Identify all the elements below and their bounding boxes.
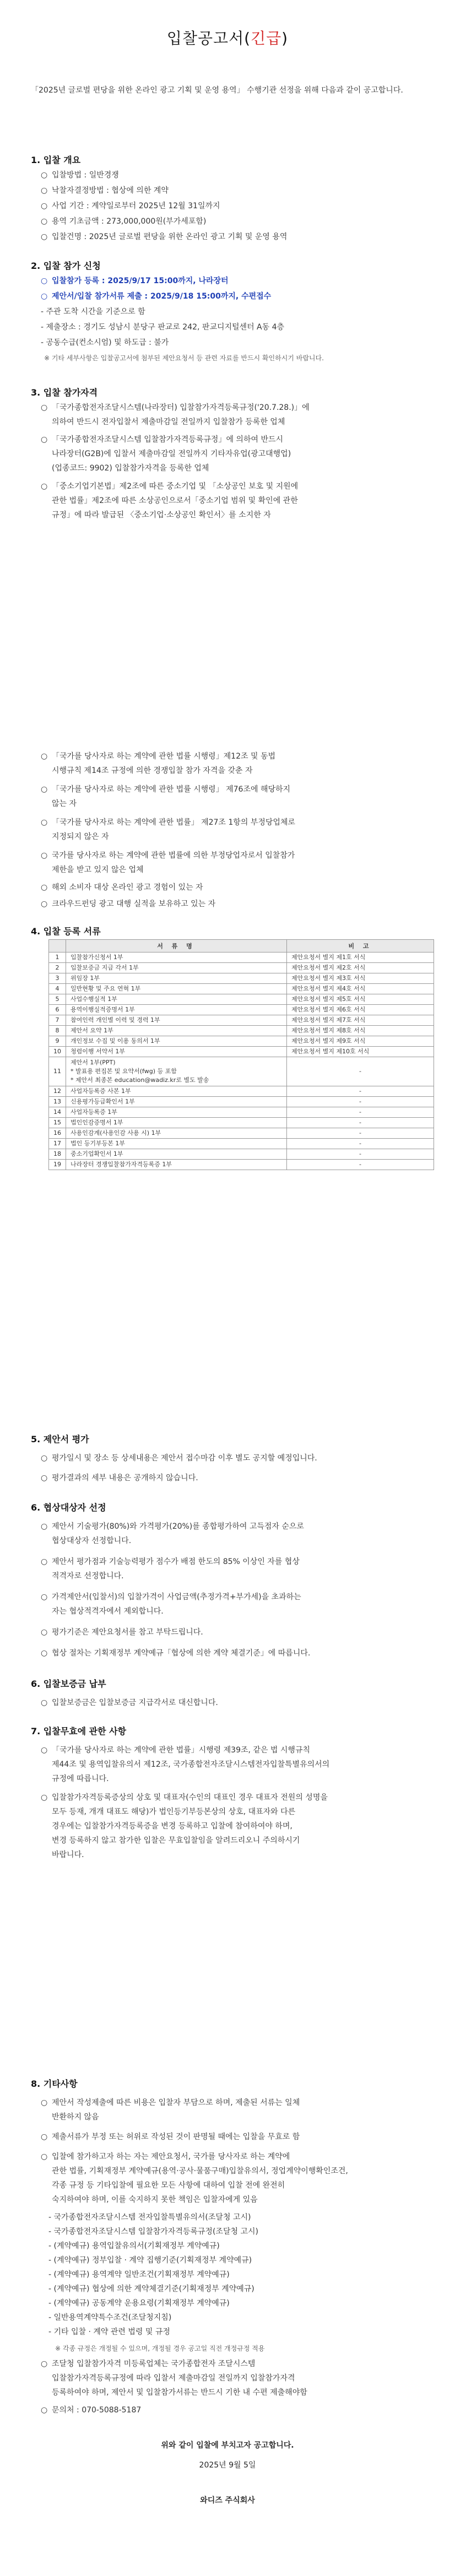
list-item: ○ 「국가를 당사자로 하는 계약에 관한 법률」 제27조 1항의 부정당업체로 지정되지 않은 자 bbox=[41, 818, 295, 841]
table-row: 17 법인 등기부등본 1부 - bbox=[49, 1139, 434, 1149]
title-close: ) bbox=[281, 29, 289, 47]
table-header-num bbox=[49, 940, 66, 953]
list-item-deadline: ○ 입찰참가 등록 : 2025/9/17 15:00까지, 나라장터 bbox=[41, 277, 229, 285]
list-item: ○ 크라우드펀딩 광고 대행 실적을 보유하고 있는 자 bbox=[41, 900, 216, 908]
list-item: ○ 「국가종합전자조달시스템(나라장터) 입찰참가자격등록규정('20.7.28.)」에 의하여 반드시 전자입찰서 제출마감일 전일까지 입찰참가 등록한 업체 bbox=[41, 403, 310, 426]
list-item-deadline: ○ 제안서/입찰 참가서류 제출 : 2025/9/18 15:00까지, 수편접수 bbox=[41, 292, 272, 301]
list-item: ○ 제안서 기술평가(80%)와 가격평가(20%)를 종합평가하여 고득점자 순으로 협상대상자 선정합니다. bbox=[41, 1522, 304, 1545]
table-header-doc: 서 류 명 bbox=[66, 940, 287, 953]
table-row: 15 법인인감증명서 1부 - bbox=[49, 1118, 434, 1128]
list-item: ○ 「국가를 당사자로 하는 계약에 관한 법률 시행령」제12조 및 동법 시행규칙 제14조 규정에 의한 경쟁입찰 참가 자격을 갖춘 자 bbox=[41, 752, 275, 775]
table-row: 11 제안서 1부(PPT) * 발표용 편집본 및 요약서(fwg) 등 포함 * 제안서 최종본 education@wadiz.kr로 별도 발송 - bbox=[49, 1057, 434, 1086]
list-item: ○ 해외 소비자 대상 온라인 광고 경험이 있는 자 bbox=[41, 883, 203, 892]
list-item: ○ 「중소기업기본법」제2조에 따른 중소기업 및 「소상공인 보호 및 지원에 관한 법률」제2조에 따른 소상공인으로서「중소기업 범위 및 확인에 관한 규정」에 따라 발급된 〈중소기업·소상공인 확인서〉를 소지한 자 bbox=[41, 482, 299, 519]
list-item: ○ 「국가를 당사자로 하는 계약에 관한 법률 시행령」 제76조에 해당하지 않는 자 bbox=[41, 785, 291, 808]
table-row: 6 용역이행실적증명서 1부 제안요청서 별지 제6호 서식 bbox=[49, 1005, 434, 1015]
list-item: - 공동수급(컨소시엄) 및 하도급 : 불가 bbox=[41, 338, 169, 347]
list-item: ○ 가격제안서(입찰서)의 입찰가격이 사업금액(추정가격+부가세)을 초과하는 자는 협상적격자에서 제외합니다. bbox=[41, 1593, 301, 1616]
list-item: ○ 평가결과의 세부 내용은 공개하지 않습니다. bbox=[41, 1474, 198, 1482]
table-row: 13 신용평가등급확인서 1부 - bbox=[49, 1097, 434, 1107]
list-item: ○ 제안서 평가점과 기술능력평가 점수가 배점 한도의 85% 이상인 자를 협상 적격자로 선정합니다. bbox=[41, 1557, 300, 1581]
list-item: - 국가종합전자조달시스템 전자입찰특별유의서(조달청 고시) - 국가종합전자조달시스템 입찰참가자격등록규정(조달청 고시) - (계약예규) 용역입찰유의서(기획재정부 계약예규) - (계약예규) 정부입찰 · 계약 집행기준(기획재정부 계약예규) - (계약예규) 용역계약 일반조건(기획재정부 계약예규) - (계약예규) 협상에 의한 계약체결기준(기획재정부 계약예규) - (계약예규) 공동계약 운용요령(기획재정부 계약예규) - 일반용역계약특수조건(조달청지침) - 기타 입찰 · 계약 관련 법령 및 규정 bbox=[48, 2213, 258, 2336]
intro-paragraph: 「2025년 글로벌 편당을 위한 온라인 광고 기획 및 운영 용역」 수행기관 선정을 위해 다음과 같이 공고합니다. bbox=[31, 86, 403, 95]
list-item: ○ 사업 기간 : 계약일로부터 2025년 12월 31일까지 bbox=[41, 202, 220, 210]
note-text: ※ 기타 세부사항은 입찰공고서에 첨부된 제안요청서 등 관련 자료를 반드시 확인하시기 바랍니다. bbox=[44, 354, 324, 362]
list-item: ○ 입찰건명 : 2025년 글로벌 편당을 위한 온라인 광고 기획 및 운영 용역 bbox=[41, 232, 288, 241]
list-item: - 제출장소 : 경기도 성남시 분당구 판교로 242, 판교디지털센터 A동 4층 bbox=[41, 323, 285, 332]
section-heading-deposit: 6. 입찰보증금 납부 bbox=[31, 1679, 106, 1689]
table-row: 19 나라장터 경쟁입찰참가자격등록증 1부 - bbox=[49, 1160, 434, 1170]
closing-date: 2025년 9월 5일 bbox=[199, 2461, 256, 2470]
note-text: ※ 각종 규정은 개정될 수 있으며, 개정될 경우 공고일 직전 개정규정 적용 bbox=[55, 2345, 265, 2352]
title-text: 입찰공고서( bbox=[166, 29, 251, 47]
page-title bbox=[0, 26, 455, 48]
table-row: 9 개인정보 수집 및 이용 동의서 1부 제안요청서 별지 제9호 서식 bbox=[49, 1036, 434, 1047]
table-row: 7 참여인력 개인별 이력 및 경력 1부 제안요청서 별지 제7호 서식 bbox=[49, 1015, 434, 1026]
table-row: 2 입찰보증금 지급 각서 1부 제안요청서 별지 제2호 서식 bbox=[49, 963, 434, 973]
documents-table bbox=[48, 939, 434, 1170]
list-item: ○ 「국가를 당사자로 하는 계약에 관한 법률」시행령 제39조, 같은 법 시행규칙 제44조 및 용역입찰유의서 제12조, 국가종합전자조달시스템전자입찰특별유의서의 규정에 따릅니다. bbox=[41, 1746, 330, 1783]
section-heading-misc: 8. 기타사항 bbox=[31, 2079, 78, 2089]
table-row: 18 중소기업확인서 1부 - bbox=[49, 1149, 434, 1160]
section-heading-application: 2. 입찰 참가 신청 bbox=[31, 261, 101, 271]
table-header-note: 비 고 bbox=[287, 940, 434, 953]
list-item: ○ 낙찰자결정방법 : 협상에 의한 계약 bbox=[41, 186, 169, 195]
section-heading-negotiation: 6. 협상대상자 선정 bbox=[31, 1502, 106, 1513]
list-item-contact: ○ 문의처 : 070-5088-5187 bbox=[41, 2406, 142, 2415]
table-row: 10 청렴이행 서약서 1부 제안요청서 별지 제10호 서식 bbox=[49, 1047, 434, 1057]
section-heading-documents: 4. 입찰 등록 서류 bbox=[31, 926, 101, 937]
table-row: 8 제안서 요약 1부 제안요청서 별지 제8호 서식 bbox=[49, 1026, 434, 1036]
table-row: 1 입찰참가신청서 1부 제안요청서 별지 제1호 서식 bbox=[49, 953, 434, 963]
company-name: 와디즈 주식회사 bbox=[200, 2496, 255, 2505]
list-item: - 주관 도착 시간을 기준으로 함 bbox=[41, 307, 145, 316]
list-item: ○ 조달청 입찰참가자격 미등록업체는 국가종합전자 조달시스템 입찰참가자격등록규정에 따라 입찰서 제출마감일 전일까지 입찰참가자격 등록하여야 하며, 제안서 및 입찰참가서류는 반드시 기한 내 수편 제출해야함 bbox=[41, 2359, 307, 2397]
closing-statement: 위와 같이 입찰에 부치고자 공고합니다. bbox=[161, 2441, 294, 2450]
list-item: ○ 제안서 작성제출에 따른 비용은 입찰자 부담으로 하며, 제출된 서류는 일체 반환하지 않음 bbox=[41, 2098, 300, 2122]
list-item: ○ 국가를 당사자로 하는 계약에 관한 법률에 의한 부정당업자로서 입찰참가 제한을 받고 있지 않은 업체 bbox=[41, 851, 295, 874]
list-item: ○ 제출서류가 부정 또는 허위로 작성된 것이 판명될 때에는 입찰을 무효로 함 bbox=[41, 2133, 300, 2141]
table-row: 12 사업자등록증 사본 1부 - bbox=[49, 1086, 434, 1097]
table-row: 5 사업수행실적 1부 제안요청서 별지 제5호 서식 bbox=[49, 994, 434, 1005]
list-item: ○ 평가기준은 제안요청서를 참고 부탁드립니다. bbox=[41, 1628, 203, 1637]
list-item: ○ 입찰참가자격등록증상의 상호 및 대표자(수인의 대표인 경우 대표자 전원의 성명을 모두 등재, 개개 대표도 해당)가 법인등기부등본상의 상호, 대표자와 다른 경우에는 입찰참가자격등록증을 변경 등록하고 입찰에 참여하여야 하며, 변경 등록하지 않고 참가한 입찰은 무효입찰임을 알려드리오니 주의하시기 바랍니다. bbox=[41, 1793, 328, 1859]
list-item: ○ 입찰에 참가하고자 하는 자는 제안요청서, 국가를 당사자로 하는 계약에 관한 법률, 기획재정부 계약예규(용역·공사·물품구매)입찰유의서, 정업계약이행확인조건, 각종 규정 등 기타입찰에 필요한 모든 사항에 대하여 입찰 전에 완전히 숙지하여야 하며, 이를 숙지하지 못한 책임은 입찰자에게 있음 bbox=[41, 2152, 348, 2204]
table-header-row bbox=[49, 940, 434, 953]
section-heading-overview: 1. 입찰 개요 bbox=[31, 155, 81, 165]
table-row: 4 일반현황 및 주요 연혁 1부 제안요청서 별지 제4호 서식 bbox=[49, 984, 434, 994]
table-row: 3 위임장 1부 제안요청서 별지 제3호 서식 bbox=[49, 973, 434, 984]
list-item: ○ 입찰방법 : 일반경쟁 bbox=[41, 171, 119, 180]
list-item: ○ 입찰보증금은 입찰보증금 지급각서로 대신합니다. bbox=[41, 1698, 218, 1707]
urgent-label: 긴급 bbox=[251, 29, 282, 47]
table-row: 16 사용인감계(사용인감 사용 시) 1부 - bbox=[49, 1128, 434, 1139]
list-item: ○ 「국가종합전자조달시스템 입찰참가자격등록규정」에 의하여 반드시 나라장터(G2B)에 입찰서 제출마감일 전일까지 기타자유업(광고대행업) (업종코드: 9902) 입찰참가자격을 등록한 업체 bbox=[41, 435, 291, 473]
table-row: 14 사업자등록증 1부 - bbox=[49, 1107, 434, 1118]
list-item: ○ 협상 절차는 기획재정부 계약예규「협상에 의한 계약 체결기준」에 따릅니다. bbox=[41, 1649, 311, 1658]
list-item: ○ 평가일시 및 장소 등 상세내용은 제안서 접수마감 이후 별도 공지할 예정입니다. bbox=[41, 1454, 317, 1463]
section-heading-evaluation: 5. 제안서 평가 bbox=[31, 1434, 89, 1444]
section-heading-invalid-bid: 7. 입찰무효에 관한 사항 bbox=[31, 1726, 127, 1736]
list-item: ○ 용역 기초금액 : 273,000,000원(부가세포함) bbox=[41, 217, 207, 226]
section-heading-eligibility: 3. 입찰 참가자격 bbox=[31, 387, 98, 398]
